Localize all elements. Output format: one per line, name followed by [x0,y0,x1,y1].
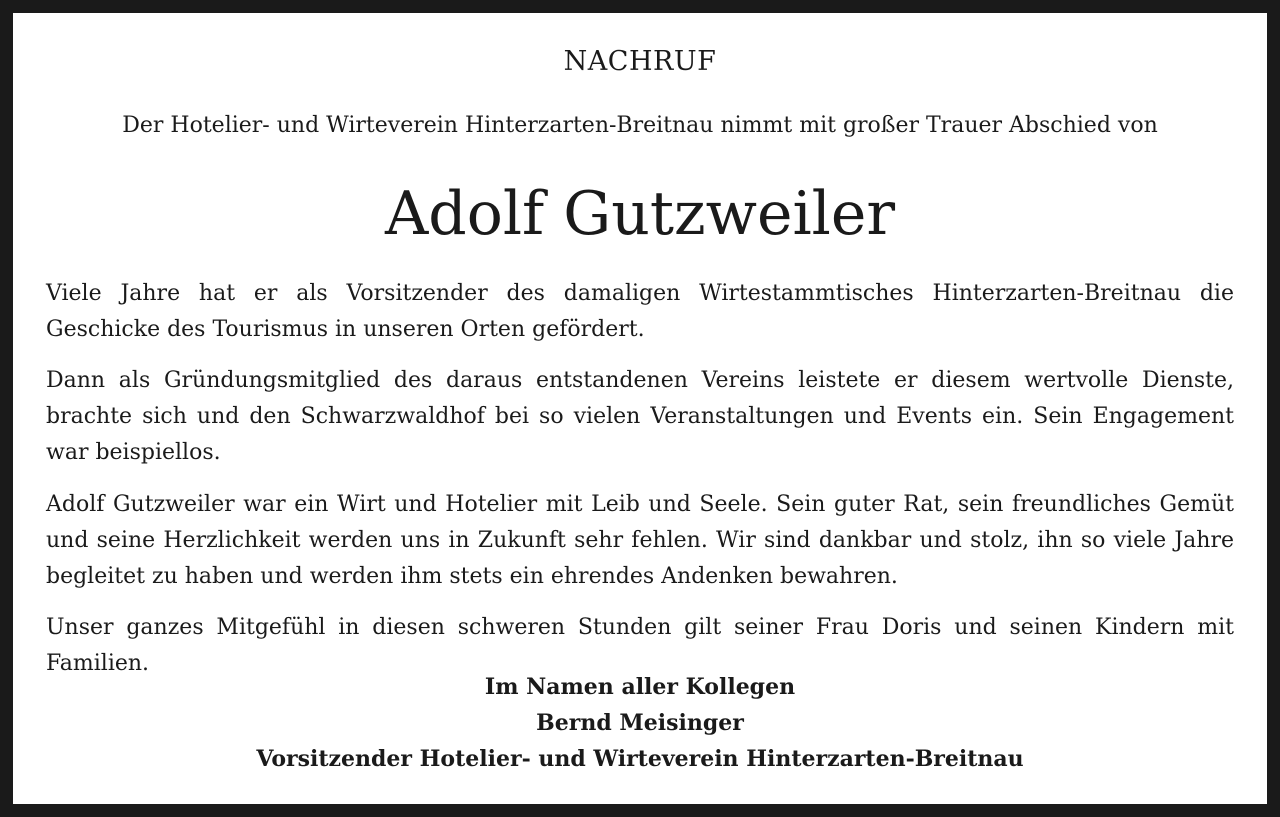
paragraph-2: Dann als Gründungsmitglied des daraus entstandenen Vereins leistete er diesem wertvolle Dienste, brachte sich und den Schwarzwaldhof bei so vielen Veranstaltungen und Events ein. Sein Engagement war beispiellos. [46,368,1234,465]
paragraph-3: Adolf Gutzweiler war ein Wirt und Hotelier mit Leib und Seele. Sein guter Rat, sein freundliches Gemüt und seine Herzlichkeit werden uns in Zukunft sehr fehlen. Wir sind dankbar und stolz, ihn so viele Jahre begleitet zu haben und werden ihm stets ein ehrendes Andenken bewahren. [46,492,1234,589]
signature-name: Bernd Meisinger [536,710,744,736]
signature-block [13,669,1267,777]
paragraph-4: Unser ganzes Mitgefühl in diesen schweren Stunden gilt seiner Frau Doris und seinen Kindern mit Familien. [46,615,1234,676]
notice-heading: NACHRUF [563,46,717,77]
obituary-notice [13,13,1267,804]
signature-title: Vorsitzender Hotelier- und Wirteverein Hinterzarten-Breitnau [256,746,1024,772]
notice-intro: Der Hotelier- und Wirteverein Hinterzarten-Breitnau nimmt mit großer Trauer Abschied von [122,113,1158,138]
deceased-name: Adolf Gutzweiler [384,179,896,249]
paragraph-1: Viele Jahre hat er als Vorsitzender des damaligen Wirtestammtisches Hinterzarten-Breitnau die Geschicke des Tourismus in unseren Orten gefördert. [46,281,1234,342]
signature-line-1: Im Namen aller Kollegen [484,674,796,700]
